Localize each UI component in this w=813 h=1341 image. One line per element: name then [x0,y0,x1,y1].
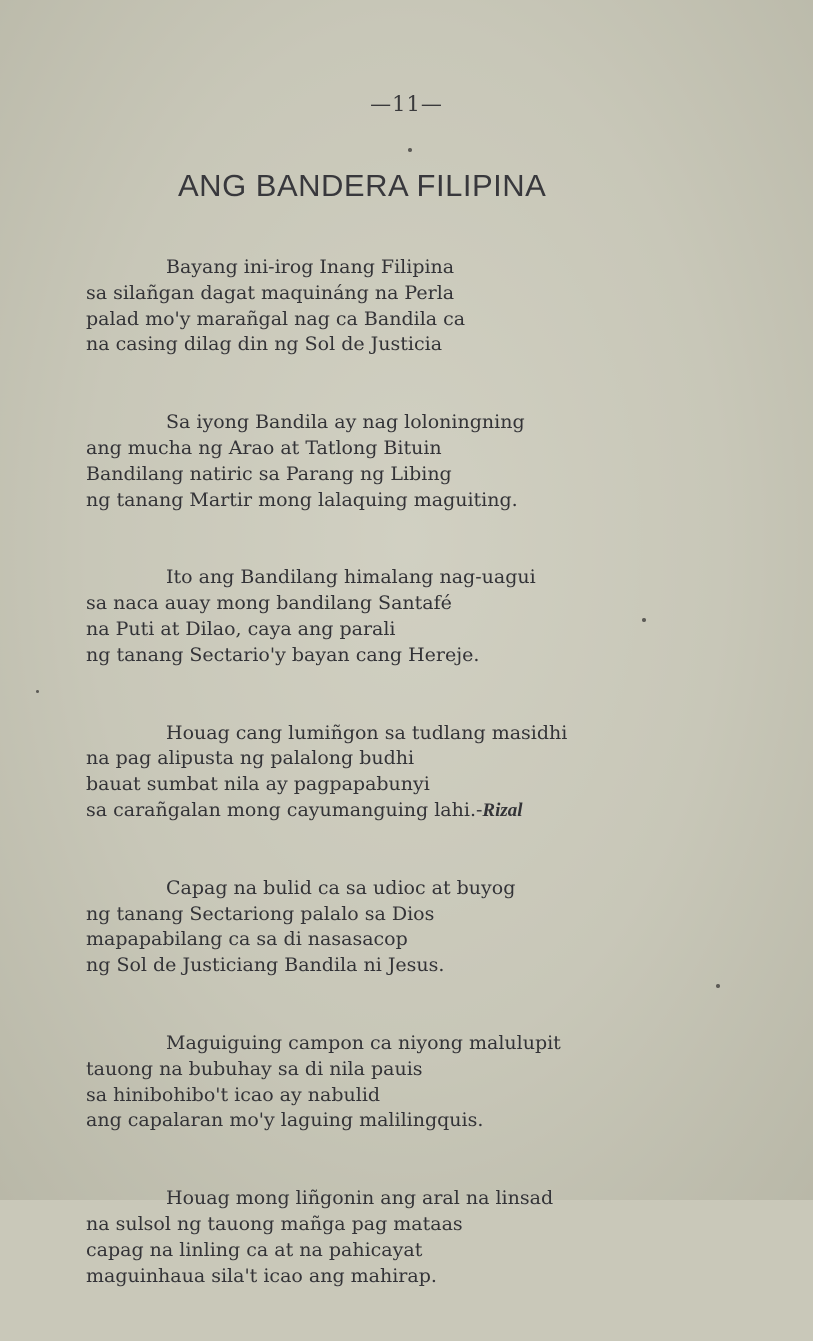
poem-line: Houag mong liñgonin ang aral na linsad [166,1187,554,1210]
poem-line: ang capalaran mo'y laguing malilingquis. [86,1109,484,1132]
poem-line: capag na linling ca at na pahicayat [86,1238,423,1261]
poem-line: ang mucha ng Arao at Tatlong Bituin [86,436,442,459]
poem-line: Ito ang Bandilang himalang nag-uagui [166,566,536,589]
poem-line: ng tanang Sectario'y bayan cang Hereje. [86,643,480,666]
ink-speck [716,984,720,988]
stanza-1 [86,255,686,358]
poem-line: na Puti at Dilao, caya ang parali [86,617,396,640]
poem-line: palad mo'y marañgal nag ca Bandila ca [86,307,466,330]
poem-line: tauong na bubuhay sa di nila pauis [86,1057,423,1080]
poem-line-with-signature [86,798,686,824]
poem-line: Bayang ini-irog Inang Filipina [166,256,455,278]
poem-line: Bandilang natiric sa Parang ng Libing [86,462,452,485]
poem-line: na sulsol ng tauong mañga pag mataas [86,1212,463,1235]
poem-line: sa hinibohibo't icao ay nabulid [86,1083,381,1106]
stanza-4 [86,721,686,824]
poem-line: bauat sumbat nila ay pagpapabunyi [86,773,430,796]
poem-line: ng tanang Martir mong lalaquing maguiting. [86,488,518,511]
stanza-5 [86,876,686,979]
poem-line: Maguiguing campon ca niyong malulupit [166,1031,561,1054]
poem-line: na casing dilag din ng Sol de Justicia [86,333,443,356]
ink-speck [36,690,39,693]
poem-line-text: sa carañgalan mong cayumanguing lahi.- [86,798,483,821]
author-signature: Rizal [482,799,523,821]
poem-line: sa naca auay mong bandilang Santafé [86,592,452,615]
page-number: —11— [370,92,443,116]
poem-line: ng tanang Sectariong palalo sa Dios [86,902,435,925]
stanza-3 [86,565,686,668]
ink-speck [642,618,646,622]
poem-line: Capag na bulid ca sa udioc at buyog [166,876,516,899]
poem-line: ng Sol de Justiciang Bandila ni Jesus. [86,954,445,977]
poem-body [86,255,686,1341]
poem-line: na pag alipusta ng palalong budhi [86,747,415,770]
stanza-7 [86,1186,686,1289]
poem-line: Sa iyong Bandila ay nag loloningning [166,411,525,434]
poem-title: ANG BANDERA FILIPINA [178,168,547,203]
poem-line: maguinhaua sila't icao ang mahirap. [86,1264,437,1287]
poem-line: sa silañgan dagat maquináng na Perla [86,281,455,304]
poem-line: Houag cang lumiñgon sa tudlang masidhi [166,721,568,744]
stanza-6 [86,1031,686,1134]
poem-line: mapapabilang ca sa di nasasacop [86,928,408,951]
ink-speck [408,148,412,152]
stanza-2 [86,410,686,513]
